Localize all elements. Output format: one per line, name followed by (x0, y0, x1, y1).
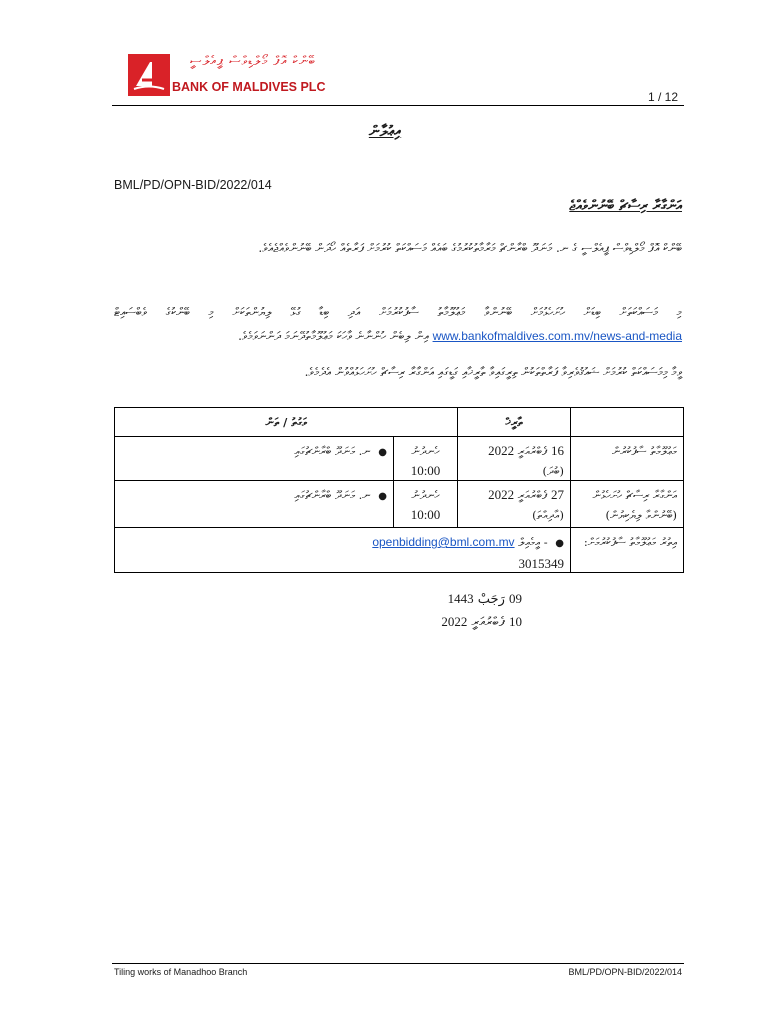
logo-mark-icon (128, 54, 170, 96)
contact-label: އިތުރު މަޢުލޫމާތު ސާފުކުރުމަށް: (570, 528, 683, 572)
paragraph-intro: ބޭންކް އޮފް މޯލްޑިވްސް ޕީއެލްސީ ގެ ނ. މަނަދޫ ބްރާންޗް މަރާމާތުކުރުމުގެ ބައެއް މަސައްކަތް ކުރުމަށް ފަރާތެއް ހޯދަން ބޭނުންވެއްޖެއެވެ. (258, 241, 682, 255)
website-link[interactable]: www.bankofmaldives.com.mv/news-and-media (432, 329, 682, 343)
gregorian-date: 10 ފެބްރުއަރީ 2022 (441, 614, 522, 630)
row-weekday: (އާދިއްތަ) (532, 508, 564, 522)
paragraph-submission: ވީމާ މިމަސައްކަތް ކުރުމަށް ޝައުޤުވެރިވާ ފަރާތްތަކުން ތިރީގައިވާ ތާރީޚާއި ގަޑީގައި އަންގާރާ ރިސާޗް ހުށަހަޅުއްވުން އެދެމެވެ. (304, 365, 682, 379)
footer-divider (112, 963, 684, 964)
issue-dates (441, 588, 522, 634)
contact-details (115, 528, 570, 572)
reference-number: BML/PD/OPN-BID/2022/014 (114, 178, 272, 192)
header-cell-time-place: ވަގުތު / ތަން (265, 415, 307, 429)
hijri-date: 09 رَجَبْ 1443 (447, 591, 522, 607)
table-contact-row (115, 527, 683, 572)
bullet-icon: ● (555, 538, 564, 549)
row-date: 27 ފެބްރުއަރީ 2022 (އާދިއްތަ) (457, 481, 570, 527)
bullet-icon: ● (378, 447, 387, 458)
contact-email-link[interactable]: openbidding@bml.com.mv (372, 535, 515, 549)
paragraph-website-text: މި މަސައްކަތަށް ބިޑަށް ހުށަހެޅުމަށް ބޭނުންވާ މަޢުލޫމާތު ސާފުކުރުމަށް އަދި ބިޑާ ގުޅޭ ލިޔުންތަކަށް މި ބޭންކުގެ ވެބްސައިޓް (114, 305, 682, 319)
row-weekday: (ބުދަ) (542, 464, 564, 478)
row-location: ● ނ. މަނަދޫ ބްރާންޗުގައި (294, 488, 387, 502)
row-time: ހެނދުނު 10:00 (393, 437, 457, 480)
logo-dhivehi-text: ބޭންކް އޮފް މޯލްޑިވްސް ޕީއެލްސީ (190, 54, 316, 69)
table-row (115, 436, 683, 480)
header-divider (112, 105, 684, 106)
announcement-heading: އަންގާރާ ރިސާޗް ބޭނުންވެއްޖެ (569, 198, 682, 214)
row-time: ހެނދުނު 10:00 (393, 481, 457, 527)
table-header-row (115, 408, 683, 436)
footer-project-name: Tiling works of Manadhoo Branch (114, 967, 248, 977)
header-cell-blank (570, 408, 683, 436)
bullet-icon: ● (378, 491, 387, 502)
table-row (115, 480, 683, 527)
bank-logo (128, 52, 338, 102)
row-label: މަޢުލޫމާތު ސާފުކުރުން (570, 437, 683, 480)
paragraph-website-tail: އިން ލިބެން ހުންނާނެ ވާހަކަ މަޢުލޫމާތުދޭނަމަ ދަންނަވަމެވެ. (238, 329, 429, 343)
contact-phone: 3015349 (518, 556, 564, 571)
contact-email-prefix: އީމެއިލް - (518, 535, 548, 549)
row-location: ● ނ. މަނަދޫ ބްރާންޗުގައި (294, 444, 387, 458)
page-number: 1 / 12 (647, 90, 678, 104)
schedule-table (114, 407, 684, 573)
footer-reference: BML/PD/OPN-BID/2022/014 (568, 967, 682, 977)
paragraph-website (114, 300, 682, 348)
row-date: 16 ފެބްރުއަރީ 2022 (ބުދަ) (457, 437, 570, 480)
header-cell-date: ތާރީޚް (457, 408, 570, 436)
document-title: އިޢުލާން (368, 122, 402, 140)
logo-name-text: BANK OF MALDIVES PLC (172, 80, 326, 94)
row-label: އަންގާރާ ރިސާޗް ހުށަހެޅުން (ބޭނުންވާ ލިޔެކިޔުން) (570, 481, 683, 527)
